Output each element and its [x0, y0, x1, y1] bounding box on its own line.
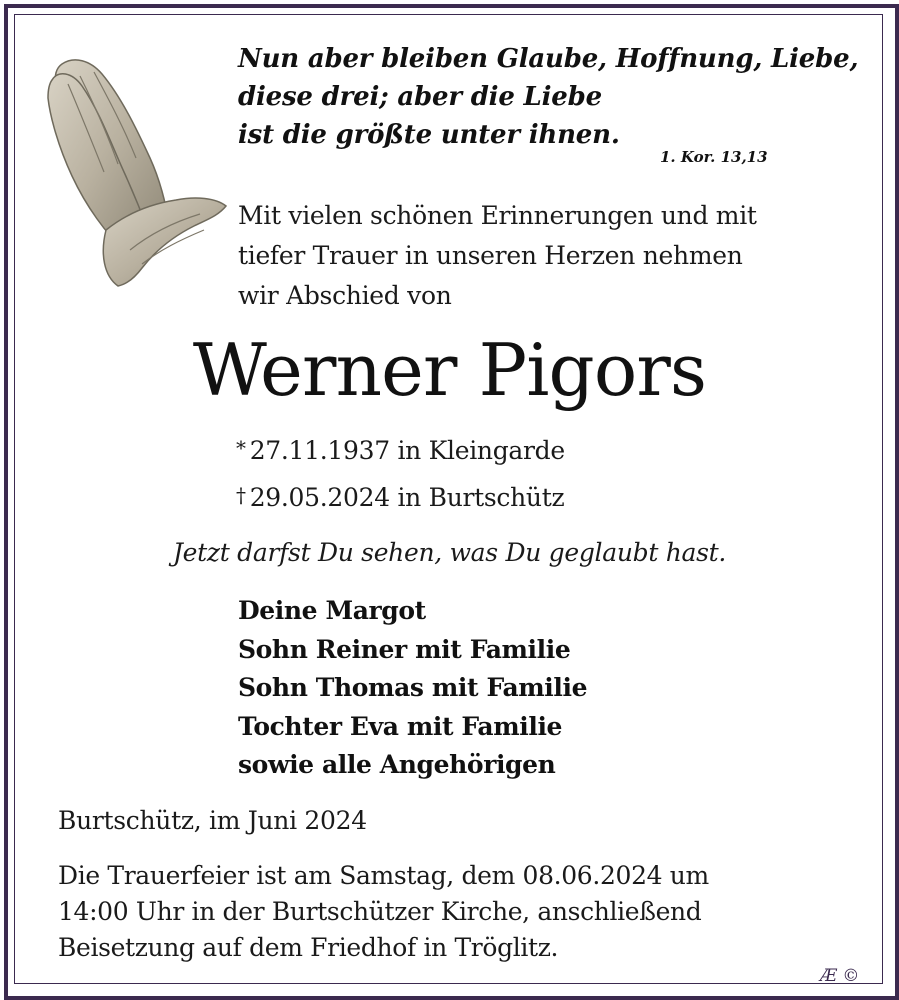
praying-hands-icon [46, 54, 232, 290]
cross-icon: † [236, 483, 246, 507]
birth-line [236, 428, 565, 475]
service-info [58, 858, 709, 966]
closing-quote: Jetzt darfst Du sehen, was Du geglaubt hast. [172, 538, 727, 567]
death-date: 29.05.2024 in Burtschütz [249, 483, 565, 512]
service-line: 14:00 Uhr in der Burtschützer Kirche, anschließend [58, 897, 702, 926]
bible-verse [238, 40, 858, 154]
verse-reference: 1. Kor. 13,13 [660, 148, 768, 166]
mourner: Deine Margot [238, 596, 426, 625]
mourner: Tochter Eva mit Familie [238, 711, 563, 741]
service-line: Beisetzung auf dem Friedhof in Tröglitz. [58, 933, 559, 962]
mourners-list [238, 592, 587, 785]
mourner: sowie alle Angehörigen [238, 750, 556, 779]
birth-symbol: * [236, 436, 246, 460]
intro-text [238, 196, 757, 316]
intro-line: wir Abschied von [238, 281, 452, 310]
intro-line: Mit vielen schönen Erinnerungen und mit [238, 201, 757, 230]
mourner: Sohn Thomas mit Familie [238, 673, 588, 702]
verse-line: ist die größte unter ihnen. [238, 120, 620, 150]
copyright-mark: Æ © [820, 966, 860, 986]
intro-line: tiefer Trauer in unseren Herzen nehmen [238, 241, 743, 270]
birth-date: 27.11.1937 in Kleingarde [249, 436, 565, 465]
verse-line: diese drei; aber die Liebe [238, 82, 602, 112]
verse-line: Nun aber bleiben Glaube, Hoffnung, Liebe, [238, 44, 859, 74]
life-dates [236, 428, 565, 522]
mourner: Sohn Reiner mit Familie [238, 634, 571, 664]
deceased-name: Werner Pigors [192, 328, 707, 412]
service-line: Die Trauerfeier ist am Samstag, dem 08.06.2024 um [58, 861, 709, 890]
place-date: Burtschütz, im Juni 2024 [58, 806, 367, 835]
death-line [236, 475, 565, 522]
